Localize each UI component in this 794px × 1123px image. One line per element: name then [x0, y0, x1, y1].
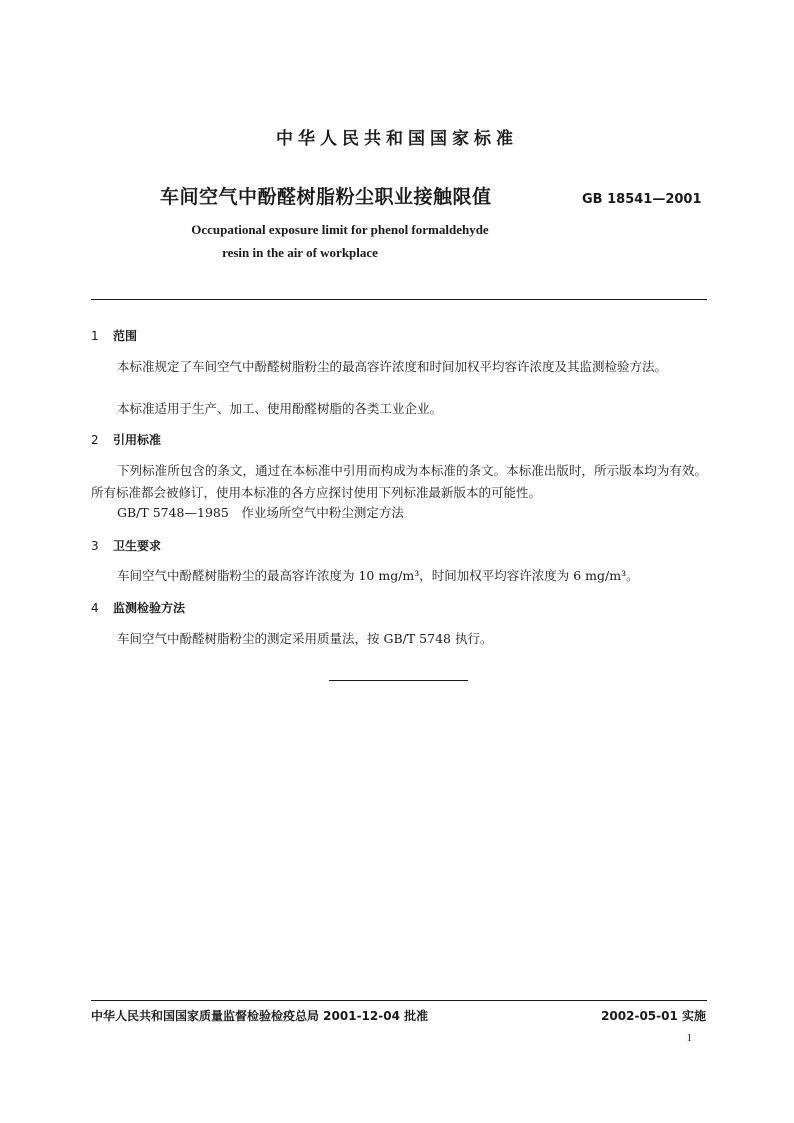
- section-number: 3: [91, 539, 99, 553]
- english-title-line-2: resin in the air of workplace: [222, 245, 378, 260]
- page-number: 1: [686, 1032, 692, 1044]
- section-title: 卫生要求: [113, 539, 162, 553]
- section-number: 4: [91, 601, 99, 615]
- paragraph: 本标准规定了车间空气中酚醛树脂粉尘的最高容许浓度和时间加权平均容许浓度及其监测检验方法。: [117, 359, 668, 374]
- footer-divider: [91, 1000, 707, 1001]
- section-heading-monitoring-methods: [91, 599, 185, 616]
- section-number: 2: [91, 433, 99, 447]
- effective-date: 2002-05-01 实施: [601, 1009, 706, 1023]
- paragraph: 本标准适用于生产、加工、使用酚醛树脂的各类工业企业。: [117, 401, 443, 416]
- end-of-text-rule: [329, 680, 468, 681]
- paragraph: 下列标准所包含的条文，通过在本标准中引用而构成为本标准的条文。本标准出版时，所示版本均为有效。所有标准都会被修订，使用本标准的各方应探讨使用下列标准最新版本的可能性。: [91, 463, 707, 500]
- document-title: 车间空气中酚醛树脂粉尘职业接触限值: [160, 186, 492, 208]
- english-title-line-1: Occupational exposure limit for phenol formaldehyde: [191, 222, 489, 237]
- section-title: 引用标准: [113, 433, 162, 447]
- approval-statement: 中华人民共和国国家质量监督检验检疫总局 2001-12-04 批准: [91, 1009, 429, 1023]
- section-number: 1: [91, 329, 99, 343]
- reference-entry: GB/T 5748—1985 作业场所空气中粉尘测定方法: [117, 505, 404, 520]
- section-heading-health-requirements: [91, 537, 161, 554]
- section-heading-scope: [91, 327, 137, 344]
- section-heading-normative-references: [91, 431, 161, 448]
- standard-number: GB 18541—2001: [582, 192, 702, 207]
- paragraph: 车间空气中酚醛树脂粉尘的测定采用质量法，按 GB/T 5748 执行。: [117, 631, 493, 646]
- header-divider: [91, 299, 707, 300]
- section-title: 监测检验方法: [113, 601, 186, 615]
- section-title: 范围: [113, 329, 138, 343]
- paragraph: 车间空气中酚醛树脂粉尘的最高容许浓度为 10 mg/m³，时间加权平均容许浓度为 6 mg/m³。: [117, 568, 639, 583]
- national-standard-heading: 中华人民共和国国家标准: [276, 129, 518, 149]
